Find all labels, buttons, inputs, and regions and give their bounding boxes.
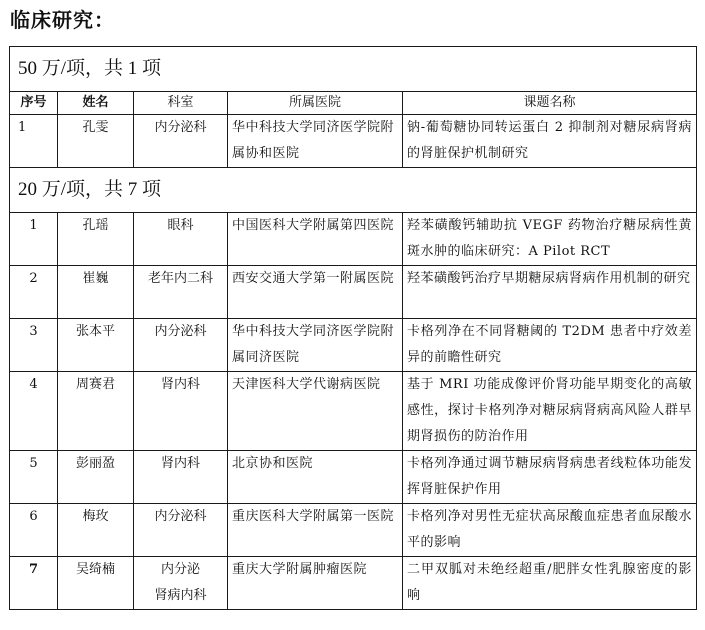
hospital: 西安交通大学第一附属医院 (228, 266, 403, 319)
row-number: 1 (10, 115, 58, 168)
row-number: 3 (10, 319, 58, 372)
hospital: 天津医科大学代谢病医院 (228, 372, 403, 451)
grants-table (9, 46, 697, 610)
person-name: 周赛君 (58, 372, 134, 451)
department: 内分泌科 (134, 115, 228, 168)
section-title: 20 万/项，共 7 项 (10, 168, 697, 213)
col-header-topic: 课题名称 (403, 92, 697, 115)
col-header-hospital: 所属医院 (228, 92, 403, 115)
section-title: 50 万/项，共 1 项 (10, 47, 697, 92)
topic: 卡格列净在不同肾糖阈的 T2DM 患者中疗效差异的前瞻性研究 (403, 319, 697, 372)
row-number: 5 (10, 451, 58, 504)
table-row (10, 504, 697, 557)
topic: 钠-葡萄糖协同转运蛋白 2 抑制剂对糖尿病肾病的肾脏保护机制研究 (403, 115, 697, 168)
row-number: 6 (10, 504, 58, 557)
department: 肾内科 (134, 372, 228, 451)
person-name: 彭丽盈 (58, 451, 134, 504)
table-row (10, 266, 697, 319)
topic: 卡格列净通过调节糖尿病肾病患者线粒体功能发挥肾脏保护作用 (403, 451, 697, 504)
column-header-row (10, 92, 697, 115)
section-header (10, 168, 697, 213)
person-name: 孔瑶 (58, 213, 134, 266)
hospital: 中国医科大学附属第四医院 (228, 213, 403, 266)
topic: 羟苯磺酸钙辅助抗 VEGF 药物治疗糖尿病性黄斑水肿的临床研究：A Pilot RCT (403, 213, 697, 266)
person-name: 崔巍 (58, 266, 134, 319)
row-number: 4 (10, 372, 58, 451)
table-row (10, 115, 697, 168)
col-header-name: 姓名 (58, 92, 134, 115)
col-header-dept: 科室 (134, 92, 228, 115)
department: 内分泌 肾病内科 (134, 557, 228, 610)
page-heading: 临床研究： (10, 8, 115, 32)
topic: 羟苯磺酸钙治疗早期糖尿病肾病作用机制的研究 (403, 266, 697, 319)
col-header-no: 序号 (10, 92, 58, 115)
row-number: 1 (10, 213, 58, 266)
row-number: 7 (10, 557, 58, 610)
person-name: 张本平 (58, 319, 134, 372)
department: 内分泌科 (134, 319, 228, 372)
person-name: 孔雯 (58, 115, 134, 168)
topic: 二甲双胍对未绝经超重/肥胖女性乳腺密度的影响 (403, 557, 697, 610)
table-row (10, 213, 697, 266)
table-row (10, 451, 697, 504)
department: 内分泌科 (134, 504, 228, 557)
hospital: 重庆大学附属肿瘤医院 (228, 557, 403, 610)
section-header (10, 47, 697, 92)
table-row (10, 319, 697, 372)
table-row (10, 372, 697, 451)
topic: 基于 MRI 功能成像评价肾功能早期变化的高敏感性，探讨卡格列净对糖尿病肾病高风险人群早期肾损伤的防治作用 (403, 372, 697, 451)
row-number: 2 (10, 266, 58, 319)
department: 肾内科 (134, 451, 228, 504)
hospital: 重庆医科大学附属第一医院 (228, 504, 403, 557)
department: 老年内二科 (134, 266, 228, 319)
person-name: 梅玫 (58, 504, 134, 557)
hospital: 华中科技大学同济医学院附属协和医院 (228, 115, 403, 168)
table-row (10, 557, 697, 610)
person-name: 吴绮楠 (58, 557, 134, 610)
department: 眼科 (134, 213, 228, 266)
hospital: 华中科技大学同济医学院附属同济医院 (228, 319, 403, 372)
hospital: 北京协和医院 (228, 451, 403, 504)
topic: 卡格列净对男性无症状高尿酸血症患者血尿酸水平的影响 (403, 504, 697, 557)
